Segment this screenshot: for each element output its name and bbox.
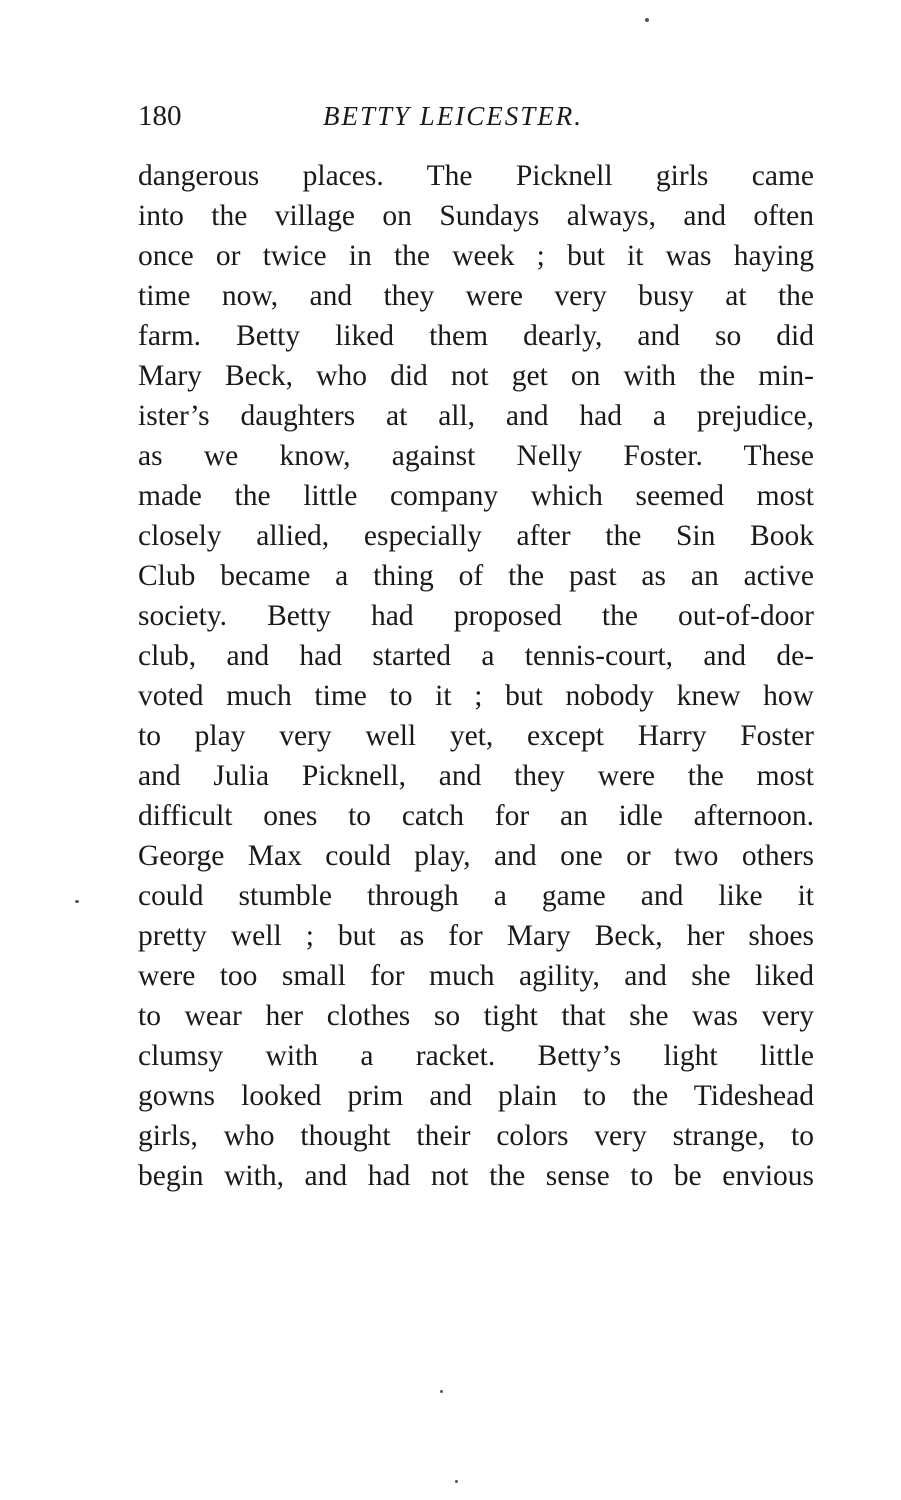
text-line: once or twice in the week ; but it was haying — [138, 240, 814, 272]
text-line: society. Betty had proposed the out-of-door — [138, 600, 814, 632]
text-line: voted much time to it ; but nobody knew how — [138, 680, 814, 712]
text-line: into the village on Sundays always, and often — [138, 200, 814, 232]
body-text — [138, 156, 814, 1196]
text-line: ister’s daughters at all, and had a prejudice, — [138, 400, 814, 432]
text-line: could stumble through a game and like it — [138, 880, 814, 912]
text-line: George Max could play, and one or two others — [138, 840, 814, 872]
text-line: clumsy with a racket. Betty’s light little — [138, 1040, 814, 1072]
scan-speck — [455, 1480, 458, 1483]
running-title: BETTY LEICESTER. — [323, 101, 584, 131]
text-line: girls, who thought their colors very strange, to — [138, 1120, 814, 1152]
text-line: as we know, against Nelly Foster. These — [138, 440, 814, 472]
page-number: 180 — [138, 100, 182, 132]
text-line: to play very well yet, except Harry Foster — [138, 720, 814, 752]
text-line: closely allied, especially after the Sin Book — [138, 520, 814, 552]
text-line: and Julia Picknell, and they were the most — [138, 760, 814, 792]
text-line: difficult ones to catch for an idle afternoon. — [138, 800, 814, 832]
text-line: begin with, and had not the sense to be envious — [138, 1160, 814, 1192]
text-line: gowns looked prim and plain to the Tideshead — [138, 1080, 814, 1112]
page-header — [138, 96, 818, 136]
text-line: made the little company which seemed most — [138, 480, 814, 512]
scan-speck — [75, 900, 79, 903]
scan-speck — [440, 1390, 443, 1393]
text-line: farm. Betty liked them dearly, and so did — [138, 320, 814, 352]
text-line: club, and had started a tennis-court, and de- — [138, 640, 814, 672]
text-line: were too small for much agility, and she liked — [138, 960, 814, 992]
text-line: dangerous places. The Picknell girls came — [138, 160, 814, 192]
text-line: to wear her clothes so tight that she was very — [138, 1000, 814, 1032]
text-line: Mary Beck, who did not get on with the min- — [138, 360, 814, 392]
scan-speck — [645, 18, 649, 22]
text-line: Club became a thing of the past as an active — [138, 560, 814, 592]
text-line: time now, and they were very busy at the — [138, 280, 814, 312]
text-line: pretty well ; but as for Mary Beck, her shoes — [138, 920, 814, 952]
